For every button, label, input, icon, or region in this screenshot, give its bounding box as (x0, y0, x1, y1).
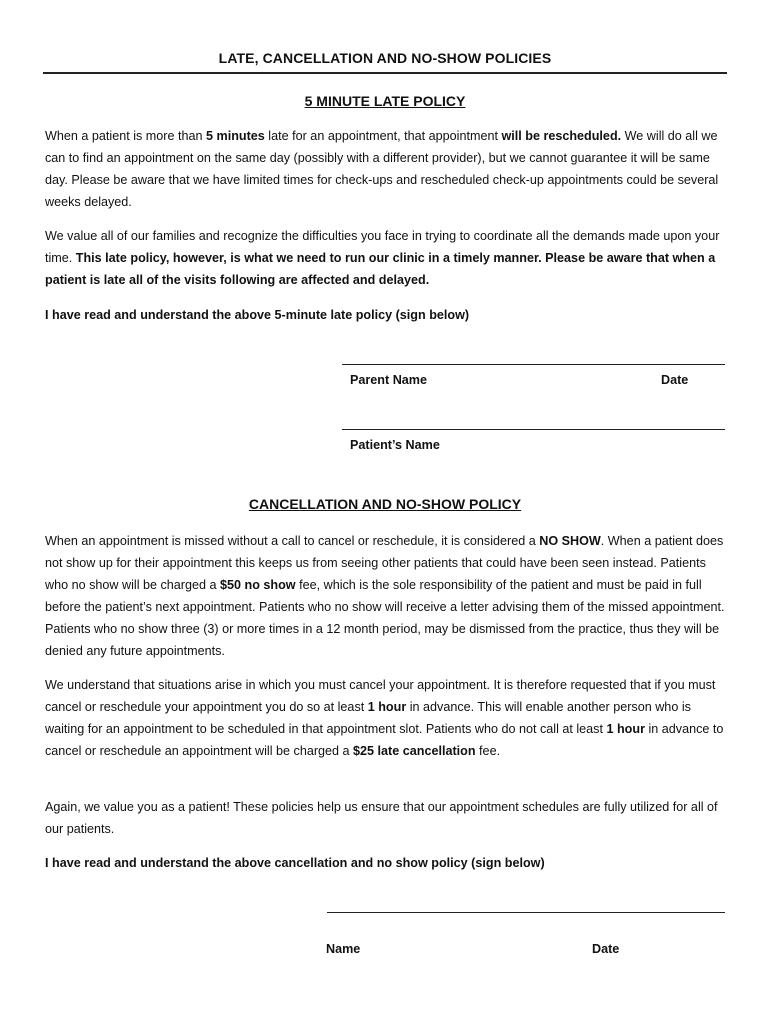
cancellation-signature-line[interactable] (327, 912, 725, 913)
cancellation-policy-paragraph-1: When an appointment is missed without a call to cancel or reschedule, it is considered a NO SHOW. When a patient does not show up for their appointment this keeps us from seeing other patients that could have been seen instead. Patients who no show will be charged a $50 no show fee, which is the sole responsibility of the patient and must be paid in full before the patient’s next appointment. Patients who no show will receive a letter advising them of the missed appointment. Patients who no show three (3) or more times in a 12 month period, may be dismissed from the practice, thus they will be denied any future appointments. (45, 534, 725, 658)
parent-date-label: Date (661, 373, 689, 387)
late-policy-heading: 5 MINUTE LATE POLICY (304, 93, 466, 109)
cancellation-policy-heading: CANCELLATION AND NO-SHOW POLICY (248, 496, 522, 512)
cancellation-policy-paragraph-2: We understand that situations arise in which you must cancel your appointment. It is therefore requested that if you must cancel or reschedule your appointment you do so at least 1 hour in advance. This will enable another person who is waiting for an appointment to be scheduled in that appointment slot. Patients who do not call at least 1 hour in advance to cancel or reschedule an appointment will be charged a $25 late cancellation fee. (45, 678, 724, 758)
document-title: LATE, CANCELLATION AND NO-SHOW POLICIES (218, 50, 552, 66)
patient-signature-line[interactable] (342, 429, 725, 430)
cancellation-date-label: Date (592, 942, 620, 956)
late-policy-paragraph-1: When a patient is more than 5 minutes late for an appointment, that appointment will be rescheduled. We will do all we can to find an appointment on the same day (possibly with a different provider), but we cannot guarantee it will be same day. Please be aware that we have limited times for check-ups and rescheduled check-up appointments could be several weeks delayed. (45, 129, 719, 209)
cancellation-policy-paragraph-3: Again, we value you as a patient! These policies help us ensure that our appointment schedules are fully utilized for all of our patients. (45, 800, 718, 836)
late-policy-paragraph-2: We value all of our families and recognize the difficulties you face in trying to coordinate all the demands made upon your time. This late policy, however, is what we need to run our clinic in a timely manner. Please be aware that when a patient is late all of the visits following are affected and delayed. (45, 229, 720, 287)
patient-name-label: Patient’s Name (350, 438, 440, 452)
cancellation-name-label: Name (326, 942, 361, 956)
parent-signature-line[interactable] (342, 364, 725, 365)
title-divider (43, 72, 727, 74)
cancellation-policy-acknowledgement: I have read and understand the above cancellation and no show policy (sign below) (45, 856, 545, 870)
late-policy-acknowledgement: I have read and understand the above 5-minute late policy (sign below) (45, 308, 470, 322)
parent-name-label: Parent Name (350, 373, 427, 387)
